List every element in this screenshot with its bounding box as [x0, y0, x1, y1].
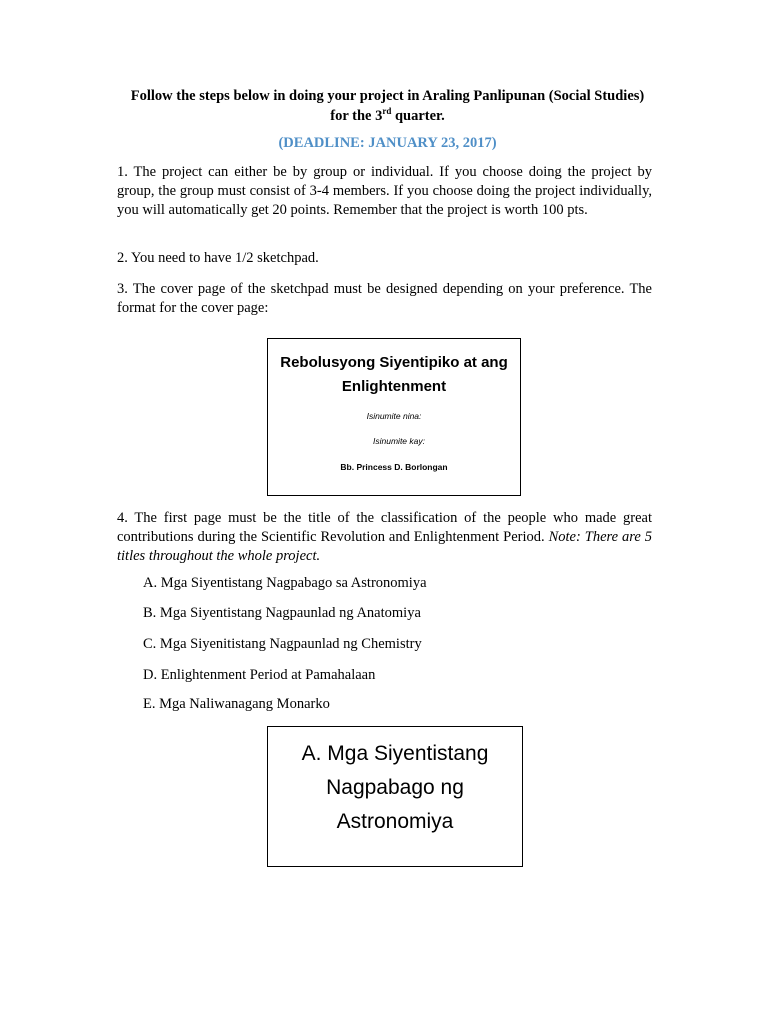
step-3: 3. The cover page of the sketchpad must be designed depending on your preference. The format for the cover page:: [117, 281, 652, 316]
deadline-notice: (DEADLINE: JANUARY 23, 2017): [278, 135, 497, 151]
intro-line-2: [100, 106, 675, 126]
ordinal-suffix: rd: [382, 106, 392, 117]
step-1: 1. The project can either be by group or individual. If you choose doing the project by group, the group must consist of 3-4 members. If you choose doing the project individually, you will automatically get 20 points. Remember that the project is worth 100 pts.: [117, 164, 652, 218]
step-4-text: 4. The first page must be the title of the classification of the people who made great contributions during the Scientific Revolution and Enlightenment Period.: [117, 510, 652, 545]
cover-title-line-1: Rebolusyong Siyentipiko at ang: [280, 354, 508, 371]
teacher-name: Bb. Princess D. Borlongan: [340, 462, 448, 472]
step-4-note: Note: There are 5 titles throughout the whole project.: [117, 529, 653, 564]
submitted-by-label: Isinumite nina:: [366, 411, 422, 421]
cover-title: [268, 351, 520, 399]
title-page-line-3: Astronomiya: [336, 810, 454, 833]
intro-line-1: Follow the steps below in doing your project in Araling Panlipunan (Social Studies): [130, 88, 645, 104]
title-list-item-e: E. Mga Naliwanagang Monarko: [143, 696, 330, 712]
cover-page-format-box: [267, 338, 521, 496]
title-page-example-box: [267, 726, 523, 867]
intro-heading: [100, 86, 675, 126]
title-page-line-1: A. Mga Siyentistang: [301, 742, 489, 765]
title-list-item-a: A. Mga Siyentistang Nagpabago sa Astronomiya: [143, 575, 427, 591]
intro-line-2-end: quarter.: [391, 108, 445, 124]
title-page-line-2: Nagpabago ng: [326, 776, 464, 799]
submitted-to-label: Isinumite kay:: [373, 436, 425, 446]
step-4: [117, 509, 652, 566]
cover-title-line-2: Enlightenment: [341, 378, 447, 395]
title-page-text: [268, 737, 522, 839]
title-list-item-b: B. Mga Siyentistang Nagpaunlad ng Anatomiya: [143, 605, 421, 621]
title-list-item-d: D. Enlightenment Period at Pamahalaan: [143, 667, 376, 683]
intro-line-2-text: for the 3: [330, 108, 383, 124]
step-2: 2. You need to have 1/2 sketchpad.: [117, 250, 319, 266]
title-list-item-c: C. Mga Siyenitistang Nagpaunlad ng Chemistry: [143, 636, 422, 652]
